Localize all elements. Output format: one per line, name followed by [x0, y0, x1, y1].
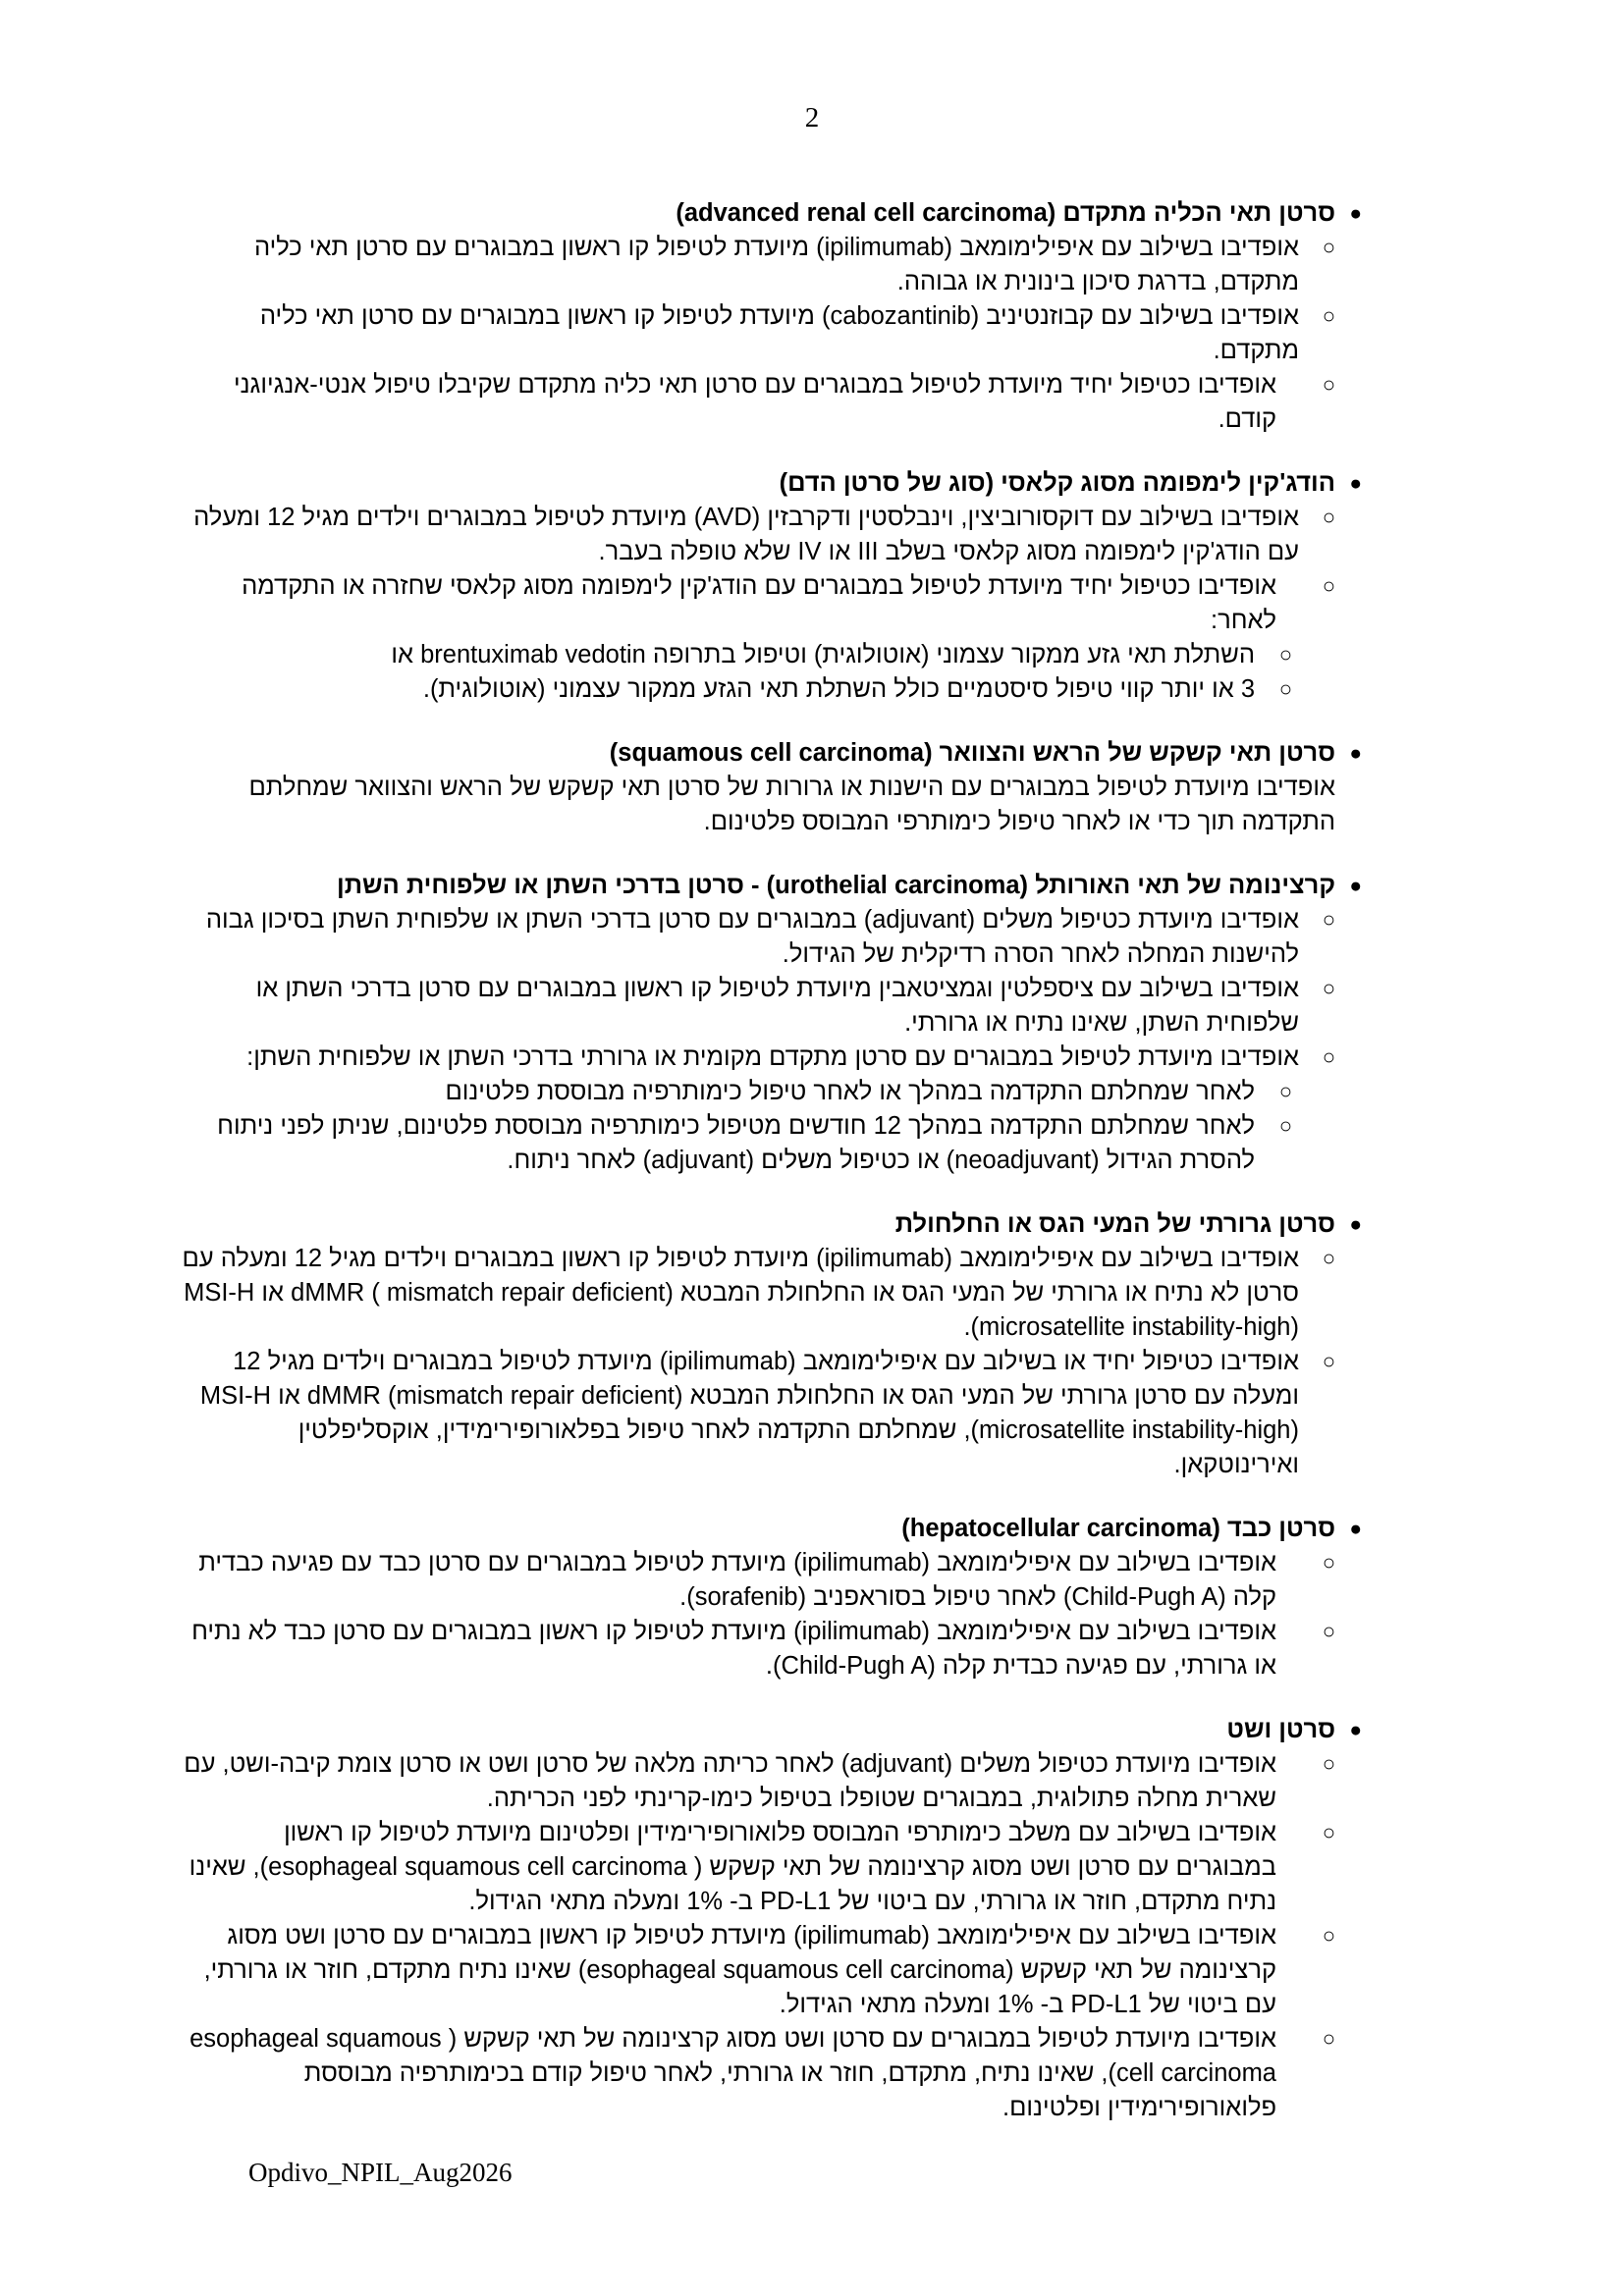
list-item	[177, 1816, 1335, 1919]
list-item	[177, 1919, 1335, 2022]
list-item-text: אופדיבו כטיפול יחיד מיועדת לטיפול במבוגרים עם סרטן תאי כליה מתקדם שקיבלו טיפול אנטי-אנגיוגני קודם.	[234, 371, 1276, 433]
circle-bullet-icon: ○	[1322, 573, 1335, 598]
section-urothelial-carcinoma	[177, 869, 1362, 1178]
sub-list-item	[177, 1075, 1292, 1109]
list-item-text: אופדיבו בשילוב עם איפילימומאב (ipilimumab) מיועדת לטיפול במבוגרים עם סרטן כבד עם פגיעה כבדית קלה (Child-Pugh A) לאחר טיפול בסוראפניב (sorafenib).	[198, 1549, 1276, 1611]
circle-bullet-icon: ○	[1322, 303, 1335, 328]
sub-list-item	[177, 1109, 1292, 1178]
sub-list-item-text: 3 או יותר קווי טיפול סיסטמיים כולל השתלת תאי הגזע ממקור עצמוני (אוטולוגית).	[422, 675, 1255, 703]
section-colorectal-cancer	[177, 1207, 1362, 1482]
list-item-text: אופדיבו כטיפול יחיד מיועדת לטיפול במבוגרים עם הודג'קין לימפומה מסוג קלאסי שחזרה או התקדמה לאחר:	[242, 572, 1276, 634]
page-number: 2	[804, 102, 820, 133]
section-title: סרטן כבד (hepatocellular carcinoma)	[901, 1515, 1335, 1542]
list-item	[177, 299, 1335, 368]
list-item-text: אופדיבו כטיפול יחיד או בשילוב עם איפילימומאב (ipilimumab) מיועדת לטיפול במבוגרים וילדים מגיל 12 ומעלה עם סרטן גרורתי של המעי הגס או החלחולת המבטא dMMR (mismatch repair deficient) או MSI-H (microsatellite instability-high), שמחלתם התקדמה לאחר טיפול בפלאורופירימידין, אוקסליפלטין ואירינוטקאן.	[199, 1348, 1299, 1478]
list-item	[177, 569, 1335, 638]
list-item	[177, 1345, 1335, 1482]
section-paragraph: אופדיבו מיועדת לטיפול במבוגרים עם הישנות או גרורות של סרטן תאי קשקש של הראש והצוואר שמחלתם התקדמה תוך כדי או לאחר טיפול כימותרפי המבוסס פלטינום.	[248, 774, 1335, 835]
list-item	[177, 1041, 1335, 1075]
sub-list-item	[177, 638, 1292, 672]
list-item	[177, 1747, 1335, 1816]
list-item-text: אופדיבו בשילוב עם איפילימומאב (ipilimumab) מיועדת לטיפול קו ראשון במבוגרים עם סרטן ושט מסוג קרצינומה של תאי קשקש (esophageal squamous cell carcinoma) שאינו נתיח מתקדם, חוזר או גרורתי, עם ביטוי של PD-L1 ב- 1% ומעלה מתאי הגידול.	[203, 1922, 1276, 2018]
indications-content	[177, 196, 1362, 2155]
list-item-text: אופדיבו בשילוב עם ציספלטין וגמציטאבין מיועדת לטיפול קו ראשון במבוגרים עם סרטן בדרכי השתן או שלפוחית השתן, שאינו נתיח או גרורתי.	[255, 975, 1299, 1037]
bullet-icon: ●	[1349, 742, 1362, 765]
circle-bullet-icon: ○	[1322, 235, 1335, 259]
bullet-icon: ●	[1349, 875, 1362, 897]
list-item	[177, 501, 1335, 569]
list-item	[177, 1242, 1335, 1345]
circle-bullet-icon: ○	[1322, 976, 1335, 1000]
circle-bullet-icon: ○	[1278, 1113, 1292, 1138]
circle-bullet-icon: ○	[1322, 2026, 1335, 2051]
section-title: סרטן ושט	[1226, 1716, 1335, 1743]
section-hepatocellular-carcinoma	[177, 1512, 1362, 1683]
circle-bullet-icon: ○	[1322, 907, 1335, 932]
list-item	[177, 1546, 1335, 1615]
bullet-icon: ●	[1349, 202, 1362, 225]
list-item-text: אופדיבו מיועדת לטיפול במבוגרים עם סרטן מתקדם מקומית או גרורתי בדרכי השתן או שלפוחית השתן:	[246, 1043, 1299, 1071]
list-item-text: אופדיבו מיועדת כטיפול משלים (adjuvant) לאחר כריתה מלאה של סרטן ושט או סרטן צומת קיבה-ושט, עם שארית מחלה פתולוגית, במבוגרים שטופלו בטיפול כימו-קרינתי לפני הכריתה.	[184, 1750, 1276, 1812]
list-item	[177, 1615, 1335, 1683]
list-item-text: אופדיבו בשילוב עם איפילימומאב (ipilimumab) מיועדת לטיפול קו ראשון במבוגרים עם סרטן תאי כליה מתקדם, בדרגת סיכון בינונית או גבוהה.	[254, 234, 1299, 295]
bullet-icon: ●	[1349, 472, 1362, 495]
circle-bullet-icon: ○	[1278, 1079, 1292, 1103]
document-footer: Opdivo_NPIL_Aug2026	[248, 2158, 513, 2187]
list-item-text: אופדיבו בשילוב עם קבוזנטיניב (cabozantinib) מיועדת לטיפול קו ראשון במבוגרים עם סרטן תאי כליה מתקדם.	[259, 302, 1299, 364]
section-title: הודג'קין לימפומה מסוג קלאסי (סוג של סרטן הדם)	[779, 469, 1335, 497]
section-title: סרטן תאי הכליה מתקדם (advanced renal cell carcinoma)	[676, 199, 1335, 227]
list-item-text: אופדיבו מיועדת לטיפול במבוגרים עם סרטן ושט מסוג קרצינומה של תאי קשקש ( esophageal squamous cell carcinoma), שאינו נתיח, מתקדם, חוזר או גרורתי, לאחר טיפול קודם בכימותרפיה מבוססת פלואורופירימידין ופלטינום.	[189, 2025, 1276, 2121]
bullet-icon: ●	[1349, 1719, 1362, 1741]
circle-bullet-icon: ○	[1322, 1246, 1335, 1270]
sub-list-item-text: לאחר שמחלתם התקדמה במהלך 12 חודשים מטיפול כימותרפיה מבוססת פלטינום, שניתן לפני ניתוח להסרת הגידול (neoadjuvant) או כטיפול משלים (adjuvant) לאחר ניתוח.	[217, 1112, 1255, 1174]
list-item	[177, 972, 1335, 1041]
list-item-text: אופדיבו בשילוב עם איפילימומאב (ipilimumab) מיועדת לטיפול קו ראשון במבוגרים וילדים מגיל 12 ומעלה עם סרטן לא נתיח או גרורתי של המעי הגס או החלחולת המבטא dMMR ( mismatch repair deficient) או MSI-H (microsatellite instability-high).	[182, 1245, 1299, 1341]
section-title: סרטן תאי קשקש של הראש והצוואר (squamous cell carcinoma)	[609, 739, 1335, 767]
circle-bullet-icon: ○	[1322, 1923, 1335, 1948]
list-item-text: אופדיבו בשילוב עם משלב כימותרפי המבוסס פלואורופירימידין ופלטינום מיועדת לטיפול קו ראשון במבוגרים עם סרטן ושט מסוג קרצינומה של תאי קשקש ( esophageal squamous cell carcinoma), שאינו נתיח מתקדם, חוזר או גרורתי, עם ביטוי של PD-L1 ב- 1% ומעלה מתאי הגידול.	[189, 1819, 1276, 1915]
circle-bullet-icon: ○	[1322, 1550, 1335, 1575]
circle-bullet-icon: ○	[1322, 1044, 1335, 1069]
circle-bullet-icon: ○	[1322, 1751, 1335, 1776]
list-item	[177, 368, 1335, 437]
section-esophageal-cancer	[177, 1713, 1362, 2125]
circle-bullet-icon: ○	[1322, 1349, 1335, 1373]
list-item	[177, 903, 1335, 972]
circle-bullet-icon: ○	[1278, 676, 1292, 701]
list-item-text: אופדיבו בשילוב עם איפילימומאב (ipilimumab) מיועדת לטיפול קו ראשון במבוגרים עם סרטן כבד לא נתיח או גרורתי, עם פגיעה כבדית קלה (Child-Pugh A).	[191, 1618, 1276, 1680]
list-item	[177, 231, 1335, 299]
list-item-text: אופדיבו בשילוב עם דוקסורוביצין, וינבלסטין ודקרבזין (AVD) מיועדת לטיפול במבוגרים וילדים מגיל 12 ומעלה עם הודג'קין לימפומה מסוג קלאסי בשלב III או IV שלא טופלה בעבר.	[193, 504, 1299, 565]
sub-list-item-text: השתלת תאי גזע ממקור עצמוני (אוטולוגית) וטיפול בתרופה brentuximab vedotin או	[391, 641, 1255, 668]
section-hodgkin-lymphoma	[177, 466, 1362, 707]
list-item	[177, 2022, 1335, 2125]
circle-bullet-icon: ○	[1322, 1619, 1335, 1643]
circle-bullet-icon: ○	[1322, 1820, 1335, 1844]
section-renal-cell-carcinoma	[177, 196, 1362, 437]
bullet-icon: ●	[1349, 1213, 1362, 1236]
bullet-icon: ●	[1349, 1518, 1362, 1540]
sub-list-item	[177, 672, 1292, 707]
section-title: סרטן גרורתי של המעי הגס או החלחולת	[894, 1210, 1335, 1238]
list-item-text: אופדיבו מיועדת כטיפול משלים (adjuvant) במבוגרים עם סרטן בדרכי השתן או שלפוחית השתן בסיכון גבוה להישנות המחלה לאחר הסרה רדיקלית של הגידול.	[205, 906, 1299, 968]
section-title: קרצינומה של תאי האורותל (urothelial carcinoma) - סרטן בדרכי השתן או שלפוחית השתן	[337, 872, 1335, 899]
section-head-neck-scc	[177, 736, 1362, 839]
circle-bullet-icon: ○	[1322, 505, 1335, 529]
sub-list-item-text: לאחר שמחלתם התקדמה במהלך או לאחר טיפול כימותרפיה מבוססת פלטינום	[445, 1078, 1255, 1105]
circle-bullet-icon: ○	[1322, 372, 1335, 397]
circle-bullet-icon: ○	[1278, 642, 1292, 667]
